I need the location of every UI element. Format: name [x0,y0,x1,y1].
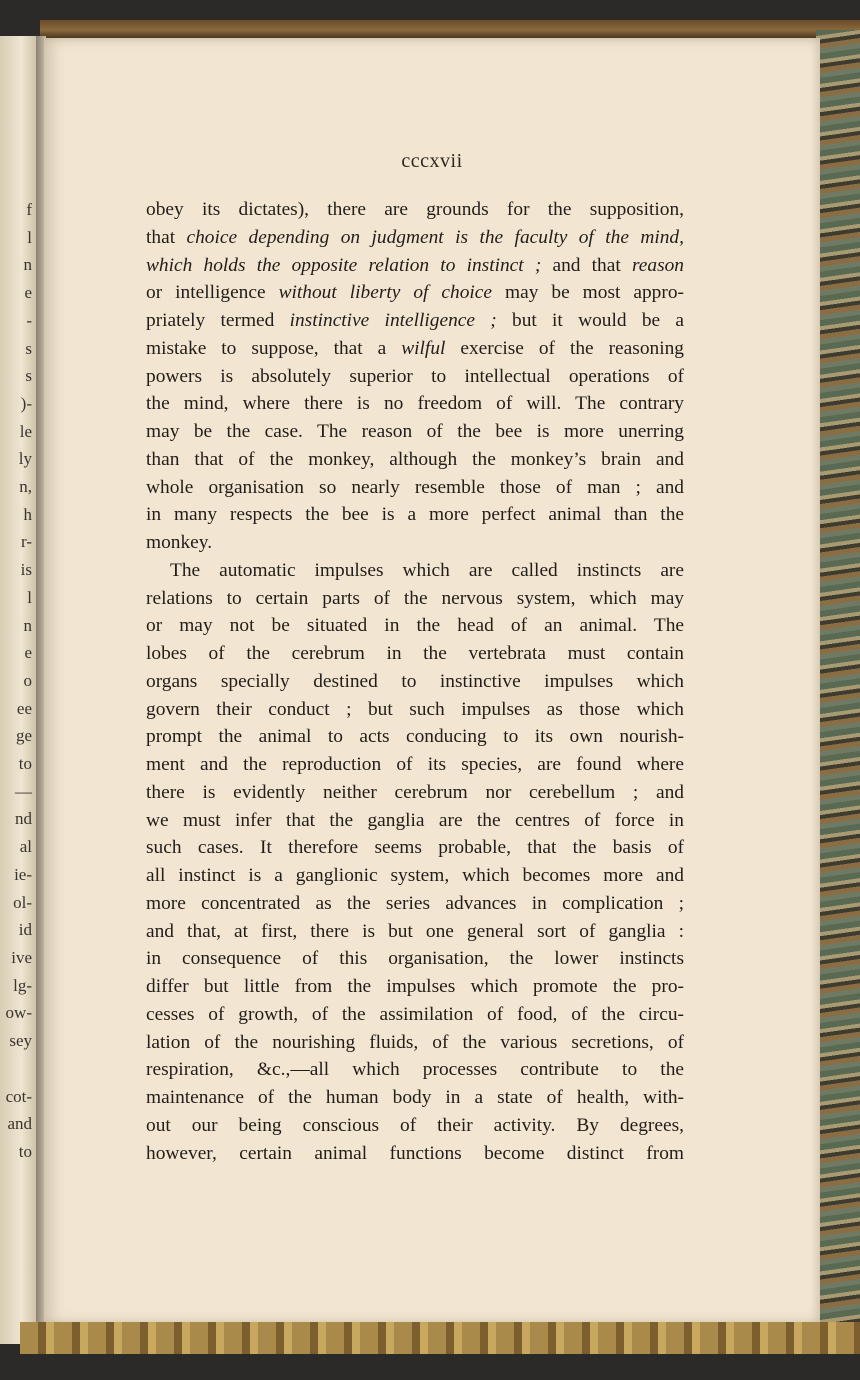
text-segment: more concentrated as the series advances in complication ; [146,892,684,914]
text-segment: lation of the nourishing fluids, of the various secretions, of [146,1031,684,1053]
text-line [146,696,684,724]
text-line [146,252,684,280]
text-segment: powers is absolutely superior to intellectual operations of [146,365,684,387]
text-segment: mistake to suppose, that a [146,337,402,359]
text-line [146,557,684,585]
text-segment: prompt the animal to acts conducing to its own nourish- [146,726,684,748]
text-line [146,1112,684,1140]
text-line [146,862,684,890]
text-line [146,529,684,557]
text-line [146,1001,684,1029]
text-line [146,585,684,613]
italic-text: wilful [401,337,446,359]
text-line [146,1056,684,1084]
text-segment: priately termed [146,310,290,331]
text-segment: or may not be situated in the head of an animal. The [146,615,684,637]
text-segment: The automatic impulses which are called instincts are [170,559,684,581]
text-segment: we must infer that the ganglia are the centres of force in [146,809,684,831]
text-segment: relations to certain parts of the nervous system, which may [146,587,684,609]
right-page [44,38,820,1324]
text-segment: such cases. It therefore seems probable, that the basis of [146,837,684,859]
text-line [146,918,684,946]
text-segment: may be the case. The reason of the bee is more unerring [146,421,684,442]
text-line [146,307,684,335]
gilt-bottom-edge [20,1322,860,1354]
text-line [146,279,684,307]
text-line [146,1140,684,1168]
text-segment: obey its dictates), there are grounds for the supposition, [146,199,684,220]
text-line [146,973,684,1001]
text-segment: however, certain animal functions become distinct from [146,1142,684,1164]
text-segment: respiration, &c.,—all which processes contribute to the [146,1059,684,1081]
text-line [146,363,684,391]
text-segment: lobes of the cerebrum in the vertebrata must contain [146,643,684,664]
text-line [146,501,684,529]
text-segment: may be most appro- [492,282,684,304]
left-page-edge [0,36,36,1344]
book-cover-top-edge [40,20,860,40]
text-segment: ment and the reproduction of its species, are found where [146,754,684,775]
text-line [146,1029,684,1057]
text-segment: govern their conduct ; but such impulses as those which [146,698,684,720]
page-number: cccxvii [401,150,463,172]
text-line [146,446,684,474]
text-segment: all instinct is a ganglionic system, which becomes more and [146,865,684,886]
text-line [146,390,684,418]
body-text [146,196,684,1167]
text-line [146,945,684,973]
text-segment: cesses of growth, of the assimilation of food, of the circu- [146,1003,684,1025]
text-segment: in many respects the bee is a more perfect animal than the [146,504,684,526]
italic-text: choice depending on judgment is the faculty of the mind, [186,226,684,248]
italic-text: reason [631,254,685,276]
text-line [146,474,684,502]
text-segment: maintenance of the human body in a state of health, with- [146,1087,684,1108]
left-page-text-fragments: f l n e - s s )- le ly n, h r- is l n e o ee ge to — nd al ie- ol- id ive lg- ow- sey cot- and to [5,200,32,1161]
text-line [146,418,684,446]
text-segment: monkey. [146,532,213,553]
italic-text: without liberty of choice [278,282,493,304]
text-line [146,640,684,668]
text-line [146,1084,684,1112]
text-segment: differ but little from the impulses which promote the pro- [146,976,684,997]
text-line [146,723,684,751]
text-segment: but it would be a [496,310,684,331]
text-segment: or intelligence [146,282,279,304]
text-segment: exercise of the reasoning [445,337,684,359]
text-segment: out our being conscious of their activity. By degrees, [146,1114,684,1136]
text-line [146,224,684,252]
italic-text: instinctive intelligence ; [289,310,497,331]
text-line [146,807,684,835]
text-segment: that [146,226,187,248]
text-line [146,612,684,640]
text-segment: in consequence of this organisation, the lower instincts [146,948,684,970]
marbled-page-edges [816,30,860,1330]
italic-text: which holds the opposite relation to instinct ; [146,254,542,276]
text-line [146,335,684,363]
text-line [146,668,684,696]
text-segment: and that, at first, there is but one general sort of ganglia : [146,920,684,942]
text-line [146,890,684,918]
text-line [146,834,684,862]
text-segment: there is evidently neither cerebrum nor cerebellum ; and [146,781,684,803]
text-segment: organs specially destined to instinctive impulses which [146,670,684,692]
text-segment: whole organisation so nearly resemble those of man ; and [146,476,684,498]
text-segment: and that [541,254,632,276]
text-segment: the mind, where there is no freedom of will. The contrary [146,393,684,415]
text-segment: than that of the monkey, although the monkey’s brain and [146,448,684,470]
text-line [146,779,684,807]
text-line [146,751,684,779]
text-line [146,196,684,224]
